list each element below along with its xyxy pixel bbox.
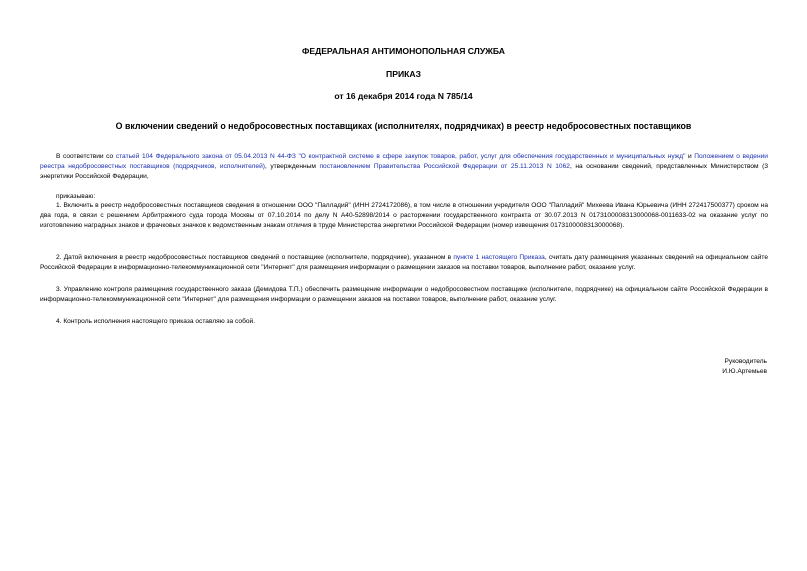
agency-name: ФЕДЕРАЛЬНАЯ АНТИМОНОПОЛЬНАЯ СЛУЖБА <box>302 46 505 56</box>
preamble-paragraph <box>40 152 768 182</box>
order-item-3: 3. Управлению контроля размещения государственного заказа (Демидова Т.П.) обеспечить размещение информации о недобросовестном поставщике (исполнителе, подрядчике) на официальном сайте Российской Федерации в информационно-телекоммуникационной сети "Интернет" для размещения информации о размещении заказов на поставки товаров, выполнение работ, оказание услуг. <box>40 286 768 303</box>
order-item-2 <box>40 253 768 273</box>
registry-regulation-link[interactable]: Положением о ведении реестра недобросовестных поставщиков (подрядчиков, исполнителей) <box>40 153 768 170</box>
item2-text-a: 2. Датой включения в реестр недобросовестных поставщиков сведений о поставщике (исполнителе, подрядчике), указанном в <box>56 254 454 261</box>
document-type: ПРИКАЗ <box>386 69 421 79</box>
preamble-text-4: , на основании сведений, представленных Министерством (3 энергетики Российской Федерации, <box>40 163 768 180</box>
signatory-role: Руководитель <box>724 358 767 365</box>
preamble-text-3: , утвержденным <box>264 163 320 170</box>
order-item-1: 1. Включить в реестр недобросовестных поставщиков сведения в отношении ООО "Палладий" (ИНН 2724172086), в том числе в отношении учредителя ООО "Палладий" Михеева Ивана Юрьевича (ИНН 272417500377) сроком на два года, в связи с решением Арбитражного суда города Москвы от 07.10.2014 по делу N А40-52898/2014 о расторжении государственного контракта от 30.07.2013 N 0173100008313000068-0011633-02 на оказание услуг по изготовлению наградных знаков и фрачковых значков к ведомственным знакам отличия в труде Министерства энергетики Российской Федерации (номер извещения 0173100008313000068). <box>40 202 768 229</box>
law-44fz-link[interactable]: статьей 104 Федерального закона от 05.04.2013 N 44-ФЗ "О контрактной системе в сфере закупок товаров, работ, услуг для обеспечения государственных и муниципальных нужд" <box>115 153 686 160</box>
order-item-4: 4. Контроль исполнения настоящего приказа оставляю за собой. <box>56 318 256 325</box>
preamble-text-2: и <box>685 153 695 160</box>
preamble-text-1: В соответствии со <box>56 153 116 160</box>
signatory-name: И.Ю.Артемьев <box>722 368 767 375</box>
document-date-number: от 16 декабря 2014 года N 785/14 <box>334 91 473 101</box>
item-1-reference-link[interactable]: пункте 1 настоящего Приказа <box>453 254 545 261</box>
order-word: приказываю: <box>56 193 96 200</box>
document-title: О включении сведений о недобросовестных поставщиках (исполнителях, подрядчиках) в реестр недобросовестных поставщиков <box>115 121 692 131</box>
government-resolution-link[interactable]: постановлением Правительства Российской Федерации от 25.11.2013 N 1062 <box>319 163 570 170</box>
item2-text-b: , считать дату размещения указанных сведений на официальном сайте Российской Федерации в информационно-телекоммуникационной сети "Интернет" для размещения информации о размещении заказов на поставки товаров, выполнение работ, оказание услуг. <box>40 254 768 271</box>
